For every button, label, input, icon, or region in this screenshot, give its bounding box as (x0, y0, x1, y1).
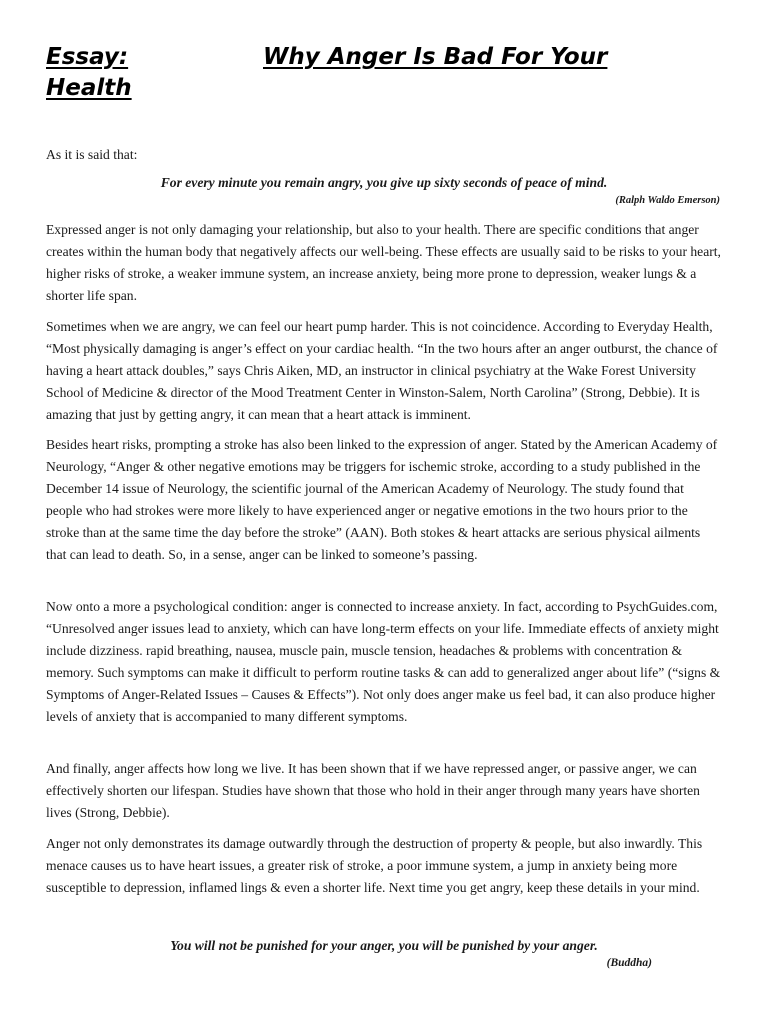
paragraph-4: Now onto a more a psychological condition: anger is connected to increase anxiety. In fact, according to PsychGuides.com, “Unresolved anger issues lead to anxiety, which can have long-term effects on your life. Immediate effects of anxiety might include dizziness. rapid breathing, nausea, muscle pain, muscle tension, headaches & problems with concentration & memory. Such symptoms can make it difficult to perform routine tasks & can add to generalized anger about life” (“signs & Symptoms of Anger-Related Issues – Causes & Effects”). Not only does anger make us feel bad, it can also produce higher levels of anxiety that is accompanied to many different symptoms. (46, 599, 721, 724)
paragraph-2: Sometimes when we are angry, we can feel our heart pump harder. This is not coincidence. According to Everyday Health, “Most physically damaging is anger’s effect on your cardiac health. “In the two hours after an anger outburst, the chance of having a heart attack doubles,” says Chris Aiken, MD, an instructor in clinical psychiatry at the Wake Forest University School of Medicine & director of the Mood Treatment Center in Winston-Salem, North Carolina” (Strong, Debbie). It is amazing that just by getting angry, it can mean that a heart attack is imminent. (46, 319, 718, 422)
closing-quote: You will not be punished for your anger, you will be punished by your anger. (170, 938, 598, 953)
intro-line: As it is said that: (46, 147, 138, 162)
paragraph-3: Besides heart risks, prompting a stroke has also been linked to the expression of anger. Stated by the American Academy of Neurology, “Anger & other negative emotions may be triggers for ischemic stroke, according to a study published in the December 14 issue of Neurology, the scientific journal of the American Academy of Neurology. The study found that people who had strokes were more likely to have experienced anger or negative emotions in the two hours prior to the stroke than at the same time the day before the stroke” (AAN). Both stokes & heart attacks are serious physical ailments that can lead to death. So, in a sense, anger can be linked to someone’s passing. (46, 437, 718, 562)
title-continuation: Health (46, 75, 132, 101)
opening-quote-attribution: (Ralph Waldo Emerson) (615, 195, 720, 206)
title-label: Essay: (46, 44, 129, 70)
opening-quote: For every minute you remain angry, you give up sixty seconds of peace of mind. (160, 175, 608, 190)
closing-quote-attribution: (Buddha) (606, 957, 652, 969)
paragraph-1: Expressed anger is not only damaging your relationship, but also to your health. There are specific conditions that anger creates within the human body that negatively affects our well-being. These effects are usually said to be risks to your heart, higher risks of stroke, a weaker immune system, an increase anxiety, being more prone to depression, weaker lungs & a shorter life span. (46, 222, 721, 303)
paragraph-5: And finally, anger affects how long we live. It has been shown that if we have repressed anger, or passive anger, we can effectively shorten our lifespan. Studies have shown that those who hold in their anger through many years have shorten lives (Strong, Debbie). (46, 761, 700, 820)
title-main: Why Anger Is Bad For Your (263, 44, 608, 70)
paragraph-6: Anger not only demonstrates its damage outwardly through the destruction of property & people, but also inwardly. This menace causes us to have heart issues, a greater risk of stroke, a poor immune system, a jump in anxiety being more susceptible to depression, inflamed lings & even a shorter life. Next time you get angry, keep these details in your mind. (46, 836, 703, 895)
